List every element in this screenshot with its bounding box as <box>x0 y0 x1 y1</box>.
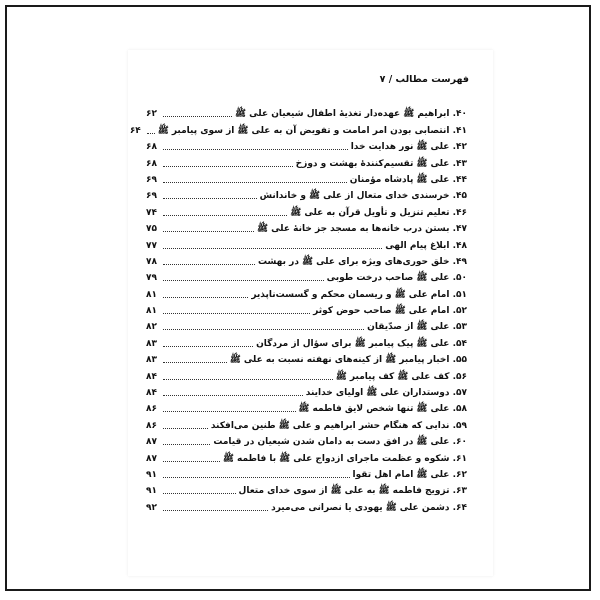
toc-entry <box>146 202 467 218</box>
toc-entry <box>146 333 467 349</box>
toc-entry-page-number: ۸۷ <box>146 437 157 448</box>
toc-entry-title: ۵۸. علی ﷺ تنها شخص لایق فاطمه ﷺ <box>298 404 467 415</box>
dot-leader <box>163 395 303 396</box>
toc-entry <box>146 350 467 366</box>
toc-entry-page-number: ۸۱ <box>146 289 157 300</box>
toc-entry-title: ۵۱. امام علی ﷺ و ریسمان محکم و گسست‌ناپذیر <box>251 289 467 300</box>
dot-leader <box>163 116 232 117</box>
toc-entry <box>146 448 467 464</box>
page-header: فهرست مطالب / ۷ <box>379 74 469 85</box>
dot-leader <box>163 215 287 216</box>
toc-entry-title: ۶۲. علی ﷺ امام اهل تقوا <box>352 469 467 480</box>
dot-leader <box>163 182 347 183</box>
toc-entry-page-number: ۸۶ <box>146 420 157 431</box>
dot-leader <box>163 313 310 314</box>
toc-entry <box>146 383 467 399</box>
toc-entry-title: ۵۷. دوستداران علی ﷺ اولیای خدایند <box>305 388 467 399</box>
toc-entry-title: ۴۸. ابلاغ پیام الهی <box>385 240 467 251</box>
toc-entry <box>146 366 467 382</box>
dot-leader <box>147 133 155 134</box>
toc-entry <box>146 399 467 415</box>
toc-entry-title: ۵۲. امام علی ﷺ صاحب حوض کوثر <box>313 306 467 317</box>
dot-leader <box>163 444 210 445</box>
image-border <box>5 5 591 591</box>
toc-entry <box>146 415 467 431</box>
toc-entry-title: ۴۶. تعلیم تنزیل و تأویل قرآن به علی ﷺ <box>290 207 467 218</box>
toc-entry <box>146 268 467 284</box>
toc-entry-title: ۴۱. انتصابی بودن امر امامت و تفویض آن به علی ﷺ از سوی پیامبر ﷺ <box>157 125 467 136</box>
book-page <box>128 50 493 576</box>
toc-entry-page-number: ۸۶ <box>146 404 157 415</box>
dot-leader <box>163 329 364 330</box>
toc-entry-page-number: ۸۳ <box>146 338 157 349</box>
toc-entry <box>146 153 467 169</box>
toc-entry-title: ۵۰. علی ﷺ صاحب درخت طوبی <box>326 273 467 284</box>
toc-entry-page-number: ۶۹ <box>146 191 157 202</box>
toc-entry-page-number: ۸۴ <box>146 371 157 382</box>
toc-entry-title: ۵۵. اخبار پیامبر ﷺ از کینه‌های نهفته نسبت به علی ﷺ <box>229 355 467 366</box>
toc-entry-page-number: ۶۸ <box>146 158 157 169</box>
dot-leader <box>163 149 348 150</box>
toc-entry <box>146 317 467 333</box>
toc-entry-title: ۴۳. علی ﷺ تقسیم‌کنندهٔ بهشت و دوزخ <box>295 158 467 169</box>
toc-entry-title: ۴۰. ابراهیم ﷺ عهده‌دار تغذیهٔ اطفال شیعیان علی ﷺ <box>235 109 467 120</box>
toc-entry-page-number: ۷۴ <box>146 207 157 218</box>
toc-entry-title: ۶۳. تزویج فاطمه ﷺ به علی ﷺ از سوی خدای متعال <box>238 486 467 497</box>
dot-leader <box>163 477 350 478</box>
toc-entry-page-number: ۸۱ <box>146 306 157 317</box>
toc-entry-page-number: ۷۹ <box>146 273 157 284</box>
toc-entry-page-number: ۷۵ <box>146 224 157 235</box>
toc-entry-title: ۵۳. علی ﷺ از صدّیقان <box>367 322 467 333</box>
toc-entry-page-number: ۶۴ <box>129 125 141 136</box>
toc-entry-title: ۴۴. علی ﷺ پادشاه مؤمنان <box>349 174 467 185</box>
toc-entry-title: ۶۴. دشمن علی ﷺ یهودی یا نصرانی می‌میرد <box>271 502 467 513</box>
table-of-contents <box>129 104 467 514</box>
toc-entry-page-number: ۹۱ <box>146 469 157 480</box>
toc-entry-page-number: ۶۸ <box>146 142 157 153</box>
toc-entry <box>146 137 467 153</box>
dot-leader <box>163 166 293 167</box>
toc-entry-title: ۵۴. علی ﷺ پیک پیامبر ﷺ برای سؤال از مردگان <box>256 338 467 349</box>
dot-leader <box>163 510 268 511</box>
toc-entry-title: ۵۶. کف علی ﷺ کف پیامبر ﷺ <box>335 371 467 382</box>
toc-entry-page-number: ۹۱ <box>146 486 157 497</box>
toc-entry <box>146 284 467 300</box>
toc-entry-page-number: ۶۹ <box>146 174 157 185</box>
dot-leader <box>163 493 236 494</box>
dot-leader <box>163 379 333 380</box>
dot-leader <box>163 428 208 429</box>
toc-entry-page-number: ۷۷ <box>146 240 157 251</box>
dot-leader <box>163 461 220 462</box>
toc-entry <box>146 432 467 448</box>
toc-entry <box>146 186 467 202</box>
toc-entry <box>146 235 467 251</box>
dot-leader <box>163 264 255 265</box>
toc-entry-title: ۶۱. شکوه و عظمت ماجرای ازدواج علی ﷺ با فاطمه ﷺ <box>223 453 467 464</box>
toc-entry-title: ۶۰. علی ﷺ در افق دست به دامان شدن شیعیان در قیامت <box>213 437 467 448</box>
toc-entry-page-number: ۷۸ <box>146 256 157 267</box>
toc-entry <box>146 497 467 513</box>
toc-entry-title: ۵۹. ندایی که هنگام حشر ابراهیم و علی ﷺ طنین می‌افکند <box>210 420 467 431</box>
toc-entry-title: ۴۹. خلق حوری‌های ویژه برای علی ﷺ در بهشت <box>258 256 467 267</box>
toc-entry <box>146 481 467 497</box>
toc-entry-page-number: ۹۲ <box>146 502 157 513</box>
dot-leader <box>163 231 254 232</box>
dot-leader <box>163 346 253 347</box>
dot-leader <box>163 411 296 412</box>
toc-entry-title: ۴۲. علی ﷺ نور هدایت خدا <box>350 142 467 153</box>
toc-entry <box>146 252 467 268</box>
toc-entry-page-number: ۸۲ <box>146 322 157 333</box>
dot-leader <box>163 248 382 249</box>
dot-leader <box>163 198 257 199</box>
toc-entry <box>146 104 467 120</box>
toc-entry-page-number: ۸۴ <box>146 388 157 399</box>
dot-leader <box>163 362 227 363</box>
toc-entry <box>146 219 467 235</box>
toc-entry <box>146 465 467 481</box>
toc-entry-title: ۴۵. خرسندی خدای متعال از علی ﷺ و خاندانش <box>259 191 467 202</box>
toc-entry <box>129 120 467 136</box>
toc-entry-page-number: ۸۷ <box>146 453 157 464</box>
dot-leader <box>163 280 324 281</box>
toc-entry <box>146 170 467 186</box>
toc-entry-page-number: ۶۲ <box>146 109 157 120</box>
dot-leader <box>163 297 248 298</box>
toc-entry-page-number: ۸۳ <box>146 355 157 366</box>
toc-entry <box>146 301 467 317</box>
toc-entry-title: ۴۷. بستن درب خانه‌ها به مسجد جز خانهٔ علی ﷺ <box>257 224 467 235</box>
